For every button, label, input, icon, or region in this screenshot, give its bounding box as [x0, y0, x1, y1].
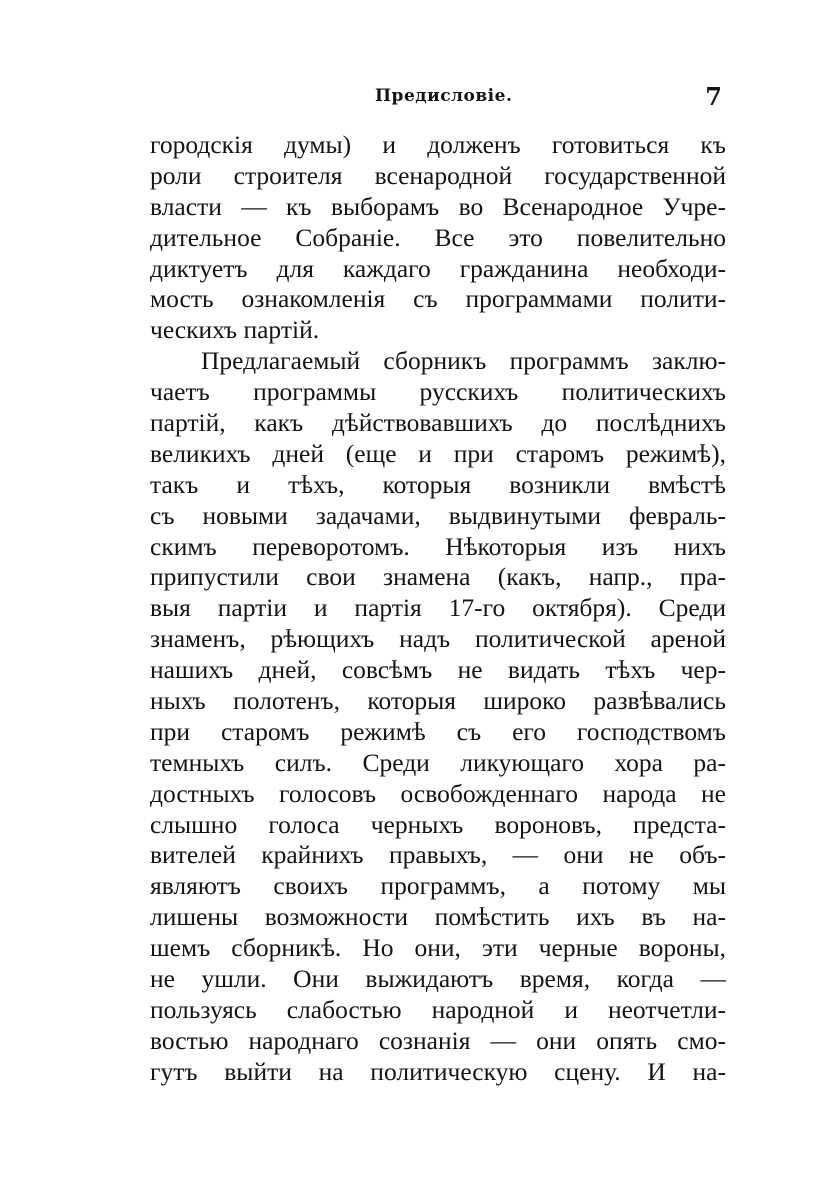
text-line: дительное Собраніе. Все это повелительно [150, 222, 726, 252]
page-number: 7 [705, 82, 722, 111]
text-line: лишены возможности помѣстить ихъ въ на- [150, 902, 726, 932]
text-line: чаетъ программы русскихъ политическихъ [150, 377, 726, 407]
text-line: ныхъ полотенъ, которыя широко развѣвались [150, 686, 726, 716]
text-line: власти — къ выборамъ во Всенародное Учре- [150, 191, 726, 221]
text-line: съ новыми задачами, выдвинутыми февраль- [150, 500, 726, 530]
text-line: скимъ переворотомъ. Нѣкоторыя изъ нихъ [150, 531, 726, 561]
text-line: вителей крайнихъ правыхъ, — они не объ- [150, 840, 726, 870]
text-line: при старомъ режимѣ съ его господствомъ [150, 716, 726, 746]
text-line: не ушли. Они выжидаютъ время, когда — [150, 964, 726, 994]
text-line: пользуясь слабостью народной и неотчетли- [150, 994, 726, 1024]
text-line: знаменъ, рѣющихъ надъ политической ареной [150, 624, 726, 654]
paragraph-last-line: ческихъ партій. [150, 315, 320, 345]
text-line: гутъ выйти на политическую сцену. И на- [150, 1056, 726, 1086]
text-line: востью народнаго сознанія — они опять смо- [150, 1025, 726, 1055]
text-line: городскія думы) и долженъ готовиться къ [150, 130, 726, 159]
text-line: роли строителя всенародной государственной [150, 160, 726, 190]
text-line: темныхъ силъ. Среди ликующаго хора ра- [150, 747, 726, 777]
text-line: великихъ дней (еще и при старомъ режимѣ), [150, 438, 726, 468]
text-line: мость ознакомленія съ программами полити- [150, 284, 726, 314]
text-line: нашихъ дней, совсѣмъ не видать тѣхъ чер- [150, 655, 726, 685]
text-line: диктуетъ для каждаго гражданина необходи- [150, 253, 726, 283]
text-line: припустили свои знамена (какъ, напр., пра- [150, 562, 726, 592]
text-line: такъ и тѣхъ, которыя возникли вмѣстѣ [150, 469, 726, 499]
text-line: достныхъ голосовъ освобожденнаго народа не [150, 778, 726, 808]
text-line: слышно голоса черныхъ вороновъ, предста- [150, 809, 726, 839]
body-text [150, 130, 726, 1088]
page-header [150, 84, 726, 116]
paragraph-first-line: Предлагаемый сборникъ программъ заклю- [201, 346, 726, 376]
text-line: партій, какъ дѣйствовавшихъ до послѣднихъ [150, 408, 726, 438]
text-line: являютъ своихъ программъ, а потому мы [150, 871, 726, 901]
text-line: выя партіи и партія 17-го октября). Среди [150, 593, 726, 623]
text-line: шемъ сборникѣ. Но они, эти черные вороны, [150, 933, 726, 963]
running-head: Предисловіе. [375, 86, 513, 106]
